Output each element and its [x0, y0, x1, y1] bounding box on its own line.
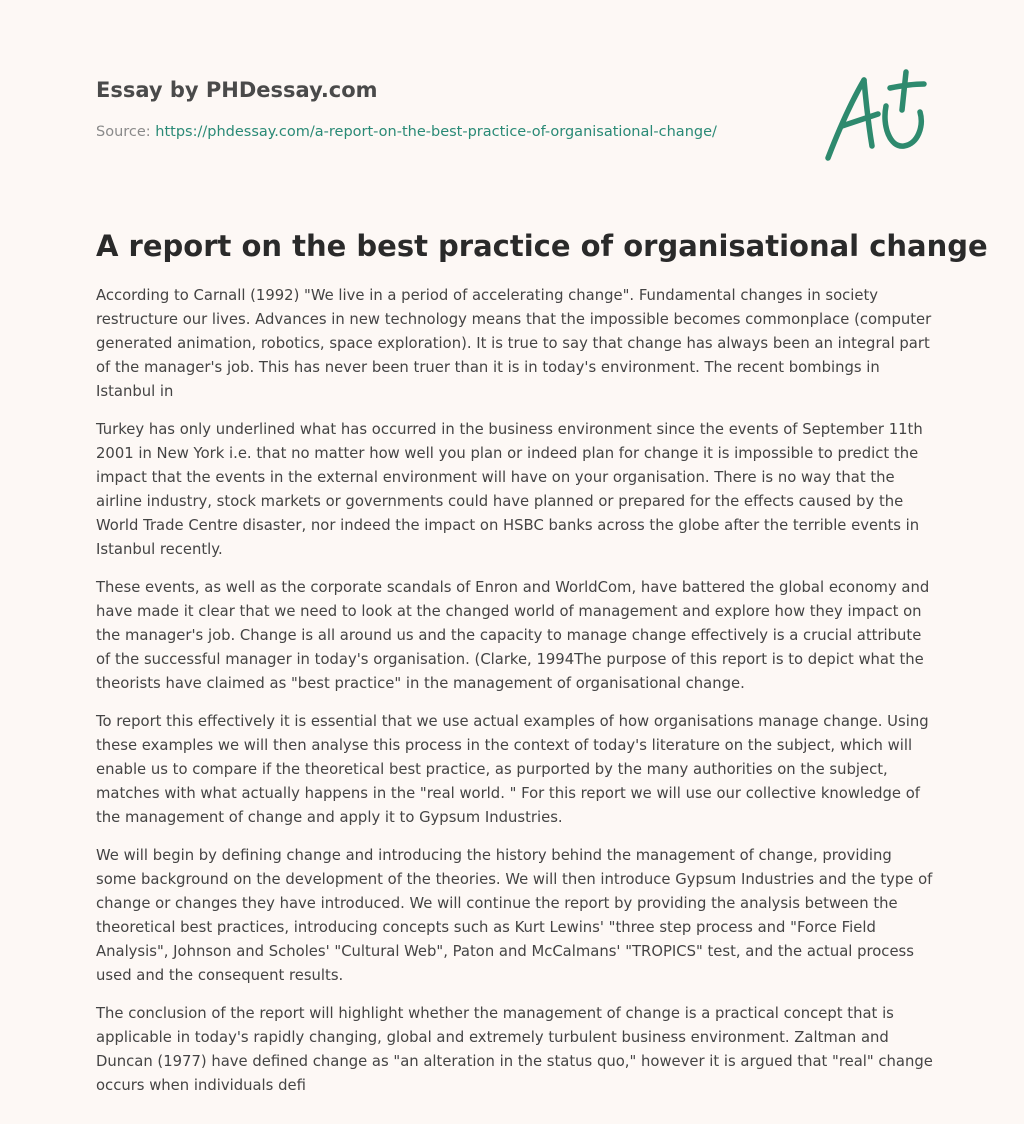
article-paragraph: The conclusion of the report will highlight whether the management of change is a practical concept that is applicable in today's rapidly changing, global and extremely turbulent business environment. Zaltman and Duncan (1977) have defined change as "an alteration in the status quo," however it is argued that "real" change occurs when individuals defi: [96, 1005, 933, 1094]
source-label: Source:: [96, 124, 156, 140]
article-title: A report on the best practice of organisational change: [96, 229, 988, 263]
source-link[interactable]: https://phdessay.com/a-report-on-the-best-practice-of-organisational-change/: [155, 124, 717, 140]
article-paragraph: According to Carnall (1992) "We live in a period of accelerating change". Fundamental changes in society restructure our lives. Advances in new technology means that the impossible becomes commonplace (computer generated animation, robotics, space exploration). It is true to say that change has always been an integral part of the manager's job. This has never been truer than it is in today's environment. The recent bombings in Istanbul in: [96, 287, 932, 400]
site-name: Essay by PHDessay.com: [96, 78, 378, 102]
page-header: [96, 74, 796, 142]
article-body: [96, 284, 934, 1112]
article-paragraph: To report this effectively it is essential that we use actual examples of how organisations manage change. Using these examples we will then analyse this process in the context of today's literature on the subject, which will enable us to compare if the theoretical best practice, as purported by the many authorities on the subject, matches with what actually happens in the "real world. " For this report we will use our collective knowledge of the management of change and apply it to Gypsum Industries.: [96, 713, 929, 826]
a-plus-logo-icon: [820, 66, 932, 166]
source-line: [96, 122, 796, 142]
article-paragraph: These events, as well as the corporate scandals of Enron and WorldCom, have battered the global economy and have made it clear that we need to look at the changed world of management and explore how they impact on the manager's job. Change is all around us and the capacity to manage change effectively is a crucial attribute of the successful manager in today's organisation. (Clarke, 1994The purpose of this report is to depict what the theorists have claimed as "best practice" in the management of organisational change.: [96, 579, 930, 692]
a-plus-logo: [820, 66, 932, 166]
article-paragraph: Turkey has only underlined what has occurred in the business environment since the events of September 11th 2001 in New York i.e. that no matter how well you plan or indeed plan for change it is impossible to predict the impact that the events in the external environment will have on your organisation. There is no way that the airline industry, stock markets or governments could have planned or prepared for the effects caused by the World Trade Centre disaster, nor indeed the impact on HSBC banks across the globe after the terrible events in Istanbul recently.: [96, 421, 923, 558]
article-paragraph: We will begin by defining change and introducing the history behind the management of change, providing some background on the development of the theories. We will then introduce Gypsum Industries and the type of change or changes they have introduced. We will continue the report by providing the analysis between the theoretical best practices, introducing concepts such as Kurt Lewins' "three step process and "Force Field Analysis", Johnson and Scholes' "Cultural Web", Paton and McCalmans' "TROPICS" test, and the actual process used and the consequent results.: [96, 847, 933, 984]
